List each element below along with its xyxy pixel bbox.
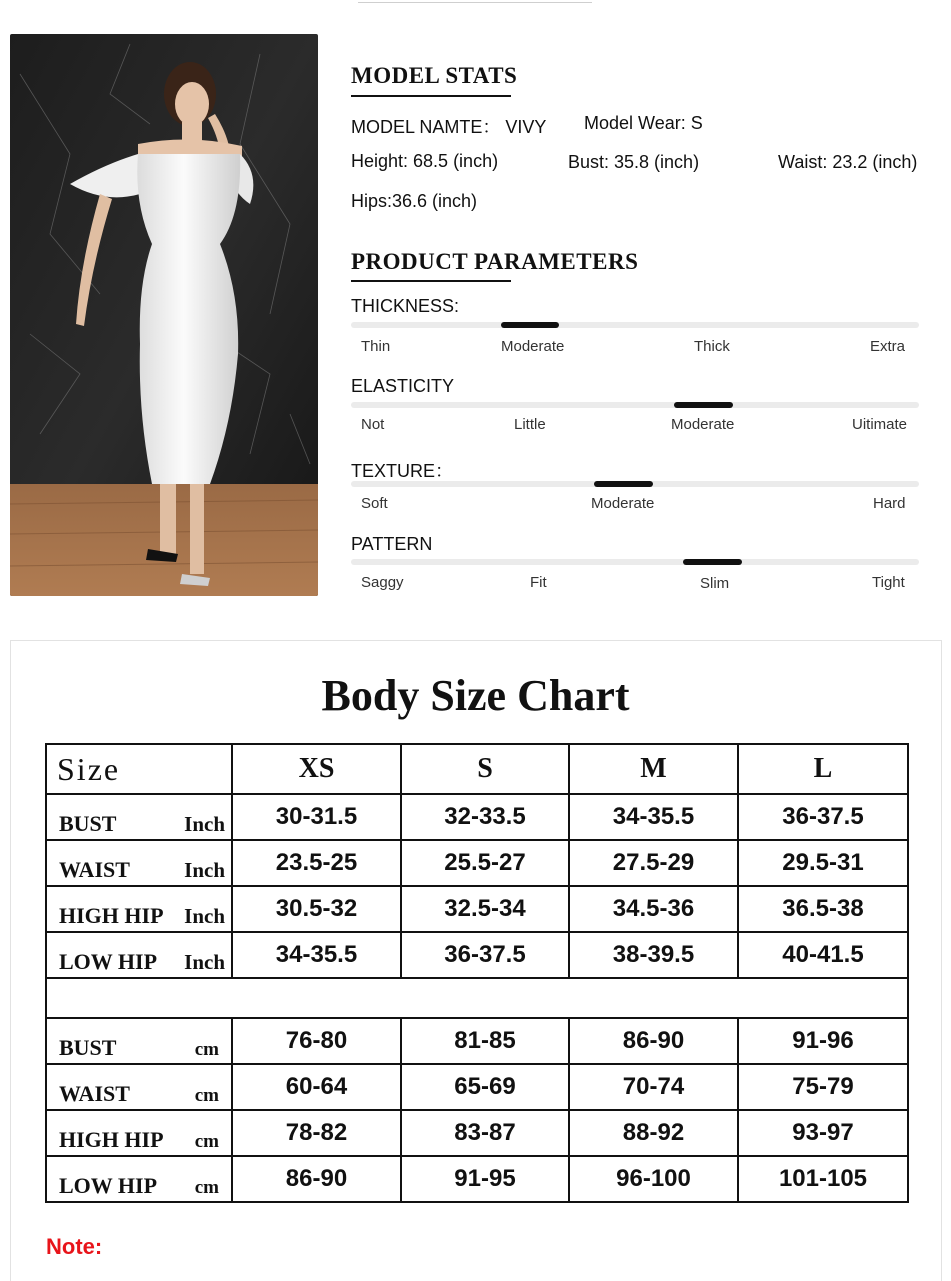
row-label-cell xyxy=(46,1110,232,1156)
model-hips: Hips:36.6 (inch) xyxy=(351,191,478,211)
thickness-track xyxy=(351,322,919,328)
row-unit: Inch xyxy=(184,904,225,928)
table-cell: 36-37.5 xyxy=(401,932,569,978)
size-header-row xyxy=(46,744,908,794)
row-label: WAIST xyxy=(59,1081,130,1106)
row-unit: cm xyxy=(194,1039,219,1060)
table-cell: 78-82 xyxy=(232,1110,401,1156)
table-cell: 36.5-38 xyxy=(738,886,908,932)
texture-marker xyxy=(594,481,653,487)
row-label-cell xyxy=(46,1064,232,1110)
model-stats-title: MODEL STATS xyxy=(351,63,518,88)
table-cell: 91-95 xyxy=(401,1156,569,1202)
texture-tick-moderate: Moderate xyxy=(591,495,655,512)
table-row xyxy=(46,1018,908,1064)
size-header-xs: XS xyxy=(232,744,401,794)
elasticity-label: ELASTICITY xyxy=(351,376,455,396)
row-unit: cm xyxy=(194,1131,219,1152)
pattern-tick-fit: Fit xyxy=(530,574,547,591)
table-cell: 38-39.5 xyxy=(569,932,738,978)
table-cell: 36-37.5 xyxy=(738,794,908,840)
table-cell: 23.5-25 xyxy=(232,840,401,886)
elasticity-tick-ultimate: Uitimate xyxy=(852,416,908,433)
model-stats-underline xyxy=(351,95,511,97)
pattern-label: PATTERN xyxy=(351,534,433,554)
row-unit: Inch xyxy=(184,858,225,882)
table-cell: 34-35.5 xyxy=(232,932,401,978)
row-label: BUST xyxy=(59,1035,117,1060)
table-cell: 101-105 xyxy=(738,1156,908,1202)
thickness-tick-extra: Extra xyxy=(870,338,906,355)
texture-tick-hard: Hard xyxy=(873,495,906,512)
table-cell: 76-80 xyxy=(232,1018,401,1064)
table-row xyxy=(46,840,908,886)
row-label: LOW HIP xyxy=(59,949,158,974)
table-cell: 86-90 xyxy=(232,1156,401,1202)
table-cell: 32.5-34 xyxy=(401,886,569,932)
row-label: LOW HIP xyxy=(59,1173,158,1198)
table-cell: 81-85 xyxy=(401,1018,569,1064)
row-label-cell xyxy=(46,1156,232,1202)
table-row xyxy=(46,1156,908,1202)
table-row xyxy=(46,932,908,978)
table-cell: 91-96 xyxy=(738,1018,908,1064)
model-name: MODEL NAMTE： VIVY xyxy=(351,117,547,137)
table-cell: 40-41.5 xyxy=(738,932,908,978)
thickness-tick-thin: Thin xyxy=(361,338,391,355)
table-cell: 75-79 xyxy=(738,1064,908,1110)
size-header-l: L xyxy=(738,744,908,794)
table-row xyxy=(46,886,908,932)
product-photo xyxy=(10,34,318,596)
elasticity-tick-moderate: Moderate xyxy=(671,416,735,433)
size-chart-title: Body Size Chart xyxy=(321,671,630,720)
row-unit: cm xyxy=(194,1085,219,1106)
row-label: HIGH HIP xyxy=(59,903,164,928)
row-label-cell xyxy=(46,932,232,978)
pattern-tick-slim: Slim xyxy=(700,575,730,592)
size-header-label: Size xyxy=(46,744,232,794)
model-waist: Waist: 23.2 (inch) xyxy=(778,152,918,172)
table-cell: 83-87 xyxy=(401,1110,569,1156)
pattern-track xyxy=(351,559,919,565)
elasticity-tick-not: Not xyxy=(361,416,385,433)
pattern-tick-saggy: Saggy xyxy=(361,574,404,591)
pattern-marker xyxy=(683,559,742,565)
table-spacer-cell xyxy=(46,978,908,1018)
table-row xyxy=(46,1110,908,1156)
table-cell: 29.5-31 xyxy=(738,840,908,886)
row-label: WAIST xyxy=(59,857,130,882)
table-row xyxy=(46,1064,908,1110)
table-cell: 70-74 xyxy=(569,1064,738,1110)
elasticity-tick-little: Little xyxy=(514,416,546,433)
table-cell: 34-35.5 xyxy=(569,794,738,840)
table-cell: 65-69 xyxy=(401,1064,569,1110)
thickness-tick-moderate: Moderate xyxy=(501,338,565,355)
table-cell: 86-90 xyxy=(569,1018,738,1064)
product-parameters-underline xyxy=(351,280,511,282)
row-unit: cm xyxy=(194,1177,219,1198)
row-label-cell xyxy=(46,840,232,886)
texture-tick-soft: Soft xyxy=(361,495,388,512)
table-cell: 34.5-36 xyxy=(569,886,738,932)
model-bust: Bust: 35.8 (inch) xyxy=(568,152,700,172)
pattern-tick-tight: Tight xyxy=(872,574,905,591)
row-unit: Inch xyxy=(184,950,225,974)
row-label: HIGH HIP xyxy=(59,1127,164,1152)
row-label-cell xyxy=(46,794,232,840)
note-label: Note: xyxy=(46,1234,103,1259)
table-cell: 60-64 xyxy=(232,1064,401,1110)
table-cell: 27.5-29 xyxy=(569,840,738,886)
product-parameters-title: PRODUCT PARAMETERS xyxy=(351,249,639,274)
table-cell: 30-31.5 xyxy=(232,794,401,840)
table-row xyxy=(46,794,908,840)
size-header-s: S xyxy=(401,744,569,794)
table-cell: 96-100 xyxy=(569,1156,738,1202)
row-label-cell xyxy=(46,1018,232,1064)
elasticity-marker xyxy=(674,402,733,408)
thickness-tick-thick: Thick xyxy=(694,338,730,355)
row-label-cell xyxy=(46,886,232,932)
texture-track xyxy=(351,481,919,487)
size-header-m: M xyxy=(569,744,738,794)
elasticity-track xyxy=(351,402,919,408)
size-table xyxy=(45,743,909,1203)
texture-label: TEXTURE： xyxy=(351,461,454,481)
table-cell: 93-97 xyxy=(738,1110,908,1156)
table-cell: 32-33.5 xyxy=(401,794,569,840)
model-height: Height: 68.5 (inch) xyxy=(351,151,499,171)
model-wear: Model Wear: S xyxy=(584,113,703,133)
table-spacer-row xyxy=(46,978,908,1018)
row-unit: Inch xyxy=(184,812,225,836)
row-label: BUST xyxy=(59,811,117,836)
thickness-marker xyxy=(501,322,559,328)
thickness-label: THICKNESS: xyxy=(351,296,460,316)
table-cell: 25.5-27 xyxy=(401,840,569,886)
top-divider xyxy=(358,2,592,3)
table-cell: 88-92 xyxy=(569,1110,738,1156)
table-cell: 30.5-32 xyxy=(232,886,401,932)
